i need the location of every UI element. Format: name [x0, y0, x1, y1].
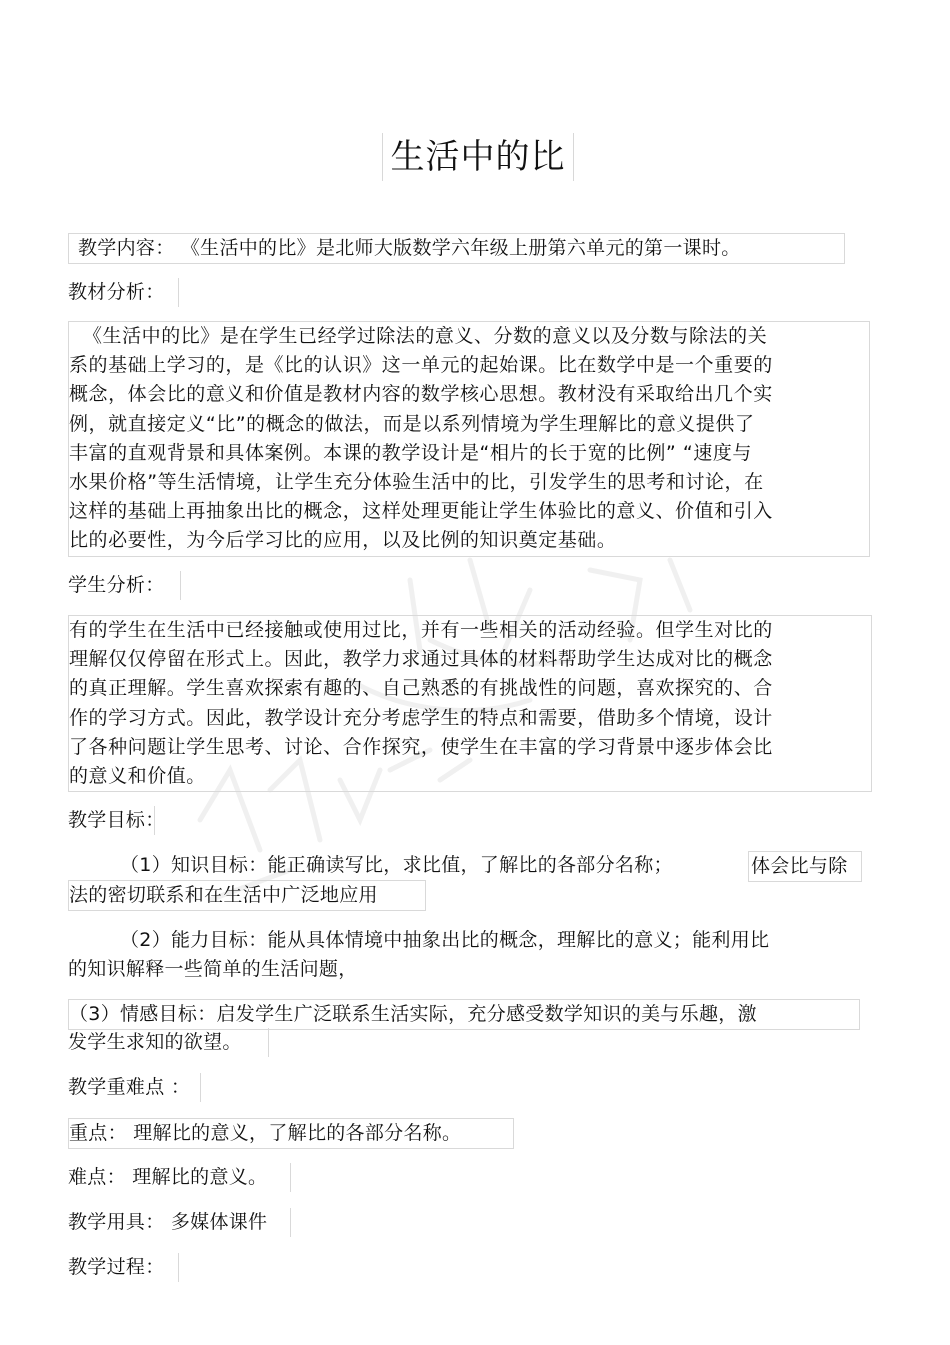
- material-line: 水果价格”等生活情境，让学生充分体验生活中的比，引发学生的思考和讨论，在: [69, 471, 764, 494]
- student-line: 理解仅仅停留在形式上。因此，教学力求通过具体的材料帮助学生达成对比的概念: [69, 648, 773, 671]
- material-line: 丰富的直观背景和具体案例。本课的教学设计是“相片的长于宽的比例” “速度与: [69, 441, 752, 464]
- student-line: 作的学习方式。因此，教学设计充分考虑学生的特点和需要，借助多个情境，设计: [69, 706, 773, 729]
- student-line: 有的学生在生活中已经接触或使用过比，并有一些相关的活动经验。但学生对比的: [69, 619, 773, 641]
- student-analysis-heading: 学生分析：: [68, 571, 181, 600]
- material-line: 例，就直接定义“比”的概念的做法，而是以系列情境为学生理解比的意义提供了: [69, 412, 755, 435]
- goal-knowledge-tail: 体会比与除: [748, 851, 862, 882]
- difficulty-line: 难点： 理解比的意义。: [68, 1163, 291, 1192]
- student-line: 的意义和价值。: [69, 765, 206, 788]
- student-line: 了各种问题让学生思考、讨论、合作探究，使学生在丰富的学习背景中逐步体会比: [69, 735, 773, 758]
- material-line: 《生活中的比》是在学生已经学过除法的意义、分数的意义以及分数与除法的关: [83, 325, 768, 347]
- material-line: 比的必要性，为今后学习比的应用，以及比例的知识奠定基础。: [69, 529, 617, 552]
- material-line: 这样的基础上再抽象出比的概念，这样处理更能让学生体验比的意义、价值和引入: [69, 500, 773, 523]
- goal-knowledge-line: （1）知识目标：能正确读写比，求比值，了解比的各部分名称；: [120, 854, 673, 876]
- material-analysis-heading: 教材分析：: [68, 278, 179, 307]
- student-analysis-paragraph: [68, 615, 872, 792]
- material-line: 系的基础上学习的，是《比的认识》这一单元的起始课。比在数学中是一个重要的: [69, 354, 773, 377]
- key-difficult-heading: 教学重难点 ：: [68, 1073, 201, 1102]
- teaching-goals-heading: 教学目标：: [68, 806, 155, 835]
- goal-knowledge-line-2: 法的密切联系和在生活中广泛地应用: [68, 880, 426, 911]
- goal-emotion-line: （3）情感目标：启发学生广泛联系生活实际，充分感受数学知识的美与乐趣，激: [68, 999, 860, 1030]
- goal-emotion-line-2: 发学生求知的欲望。: [68, 1028, 269, 1057]
- student-line: 的真正理解。学生喜欢探索有趣的、自己熟悉的有挑战性的问题，喜欢探究的、合: [69, 677, 773, 700]
- teaching-process-heading: 教学过程：: [68, 1253, 179, 1282]
- goal-ability-line: （2）能力目标：能从具体情境中抽象出比的概念，理解比的意义；能利用比: [120, 929, 770, 951]
- teaching-content-line: 教学内容： 《生活中的比》是北师大版数学六年级上册第六单元的第一课时。: [68, 233, 845, 264]
- key-point-line: 重点： 理解比的意义，了解比的各部分名称。: [68, 1118, 514, 1149]
- material-analysis-paragraph: [68, 321, 870, 557]
- material-line: 概念，体会比的意义和价值是教材内容的数学核心思想。教材没有采取给出几个实: [69, 383, 773, 406]
- teaching-tools-line: 教学用具： 多媒体课件: [68, 1208, 291, 1237]
- page-title: 生活中的比: [382, 133, 574, 181]
- goal-ability-line-2: 的知识解释一些简单的生活问题，: [68, 958, 358, 980]
